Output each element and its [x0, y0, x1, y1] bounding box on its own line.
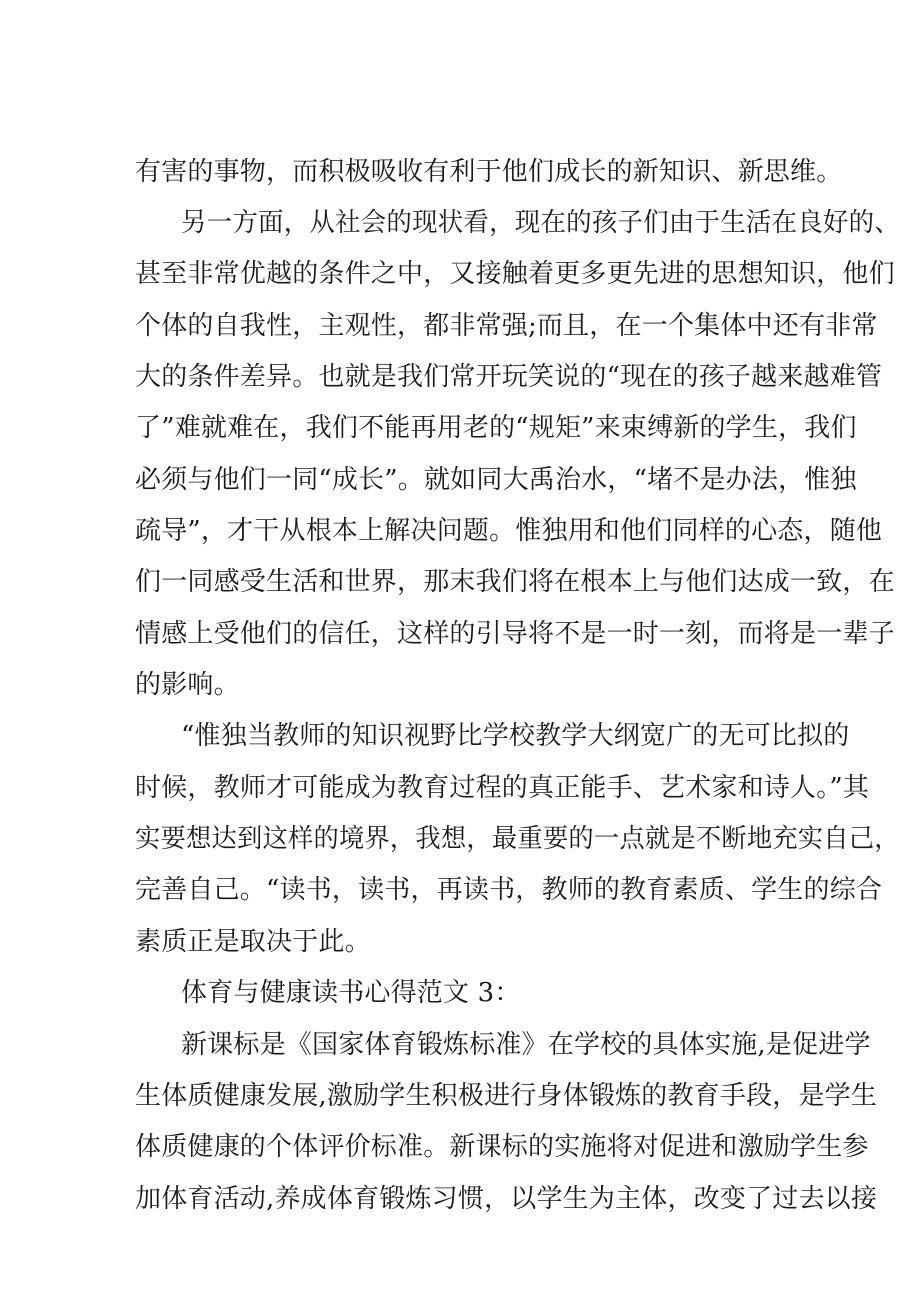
section-heading: 体育与健康读书心得范文 3： — [181, 978, 521, 1008]
text-line: “惟独当教师的知识视野比学校教学大纲宽广的无可比拟的 — [181, 721, 850, 751]
text-line: 个体的自我性，主观性，都非常强;而且，在一个集体中还有非常 — [135, 311, 878, 341]
text-line: 甚至非常优越的条件之中，又接触着更多更先进的思想知识，他们 — [135, 259, 895, 289]
text-line: 疏导”，才干从根本上解决问题。惟独用和他们同样的心态，随他 — [135, 516, 883, 546]
text-line: 素质正是取决于此。 — [135, 927, 371, 957]
text-line: 们一同感受生活和世界，那末我们将在根本上与他们达成一致，在 — [135, 567, 895, 597]
text-line: 的影响。 — [135, 670, 240, 700]
text-line: 实要想达到这样的境界，我想，最重要的一点就是不断地充实自己， — [135, 824, 900, 854]
text-line: 了”难就难在，我们不能再用老的“规矩”来束缚新的学生，我们 — [135, 413, 857, 443]
text-line: 新课标是《国家体育锻炼标准》在学校的具体实施,是促进学 — [181, 1030, 871, 1060]
text-line: 加体育活动,养成体育锻炼习惯，以学生为主体，改变了过去以接 — [135, 1184, 878, 1214]
text-line: 时候，教师才可能成为教育过程的真正能手、艺术家和诗人。”其 — [135, 773, 870, 803]
text-line: 完善自己。“读书，读书，再读书，教师的教育素质、学生的综合 — [135, 875, 883, 905]
text-line: 另一方面，从社会的现状看，现在的孩子们由于生活在良好的、 — [181, 208, 900, 238]
text-line: 情感上受他们的信任，这样的引导将不是一时一刻，而将是一辈子 — [135, 619, 895, 649]
text-line: 必须与他们一同“成长”。就如同大禹治水，“堵不是办法，惟独 — [135, 465, 857, 495]
text-line: 有害的事物，而积极吸收有利于他们成长的新知识、新思维。 — [135, 157, 843, 187]
text-line: 生体质健康发展,激励学生积极进行身体锻炼的教育手段，是学生 — [135, 1081, 878, 1111]
text-line: 体质健康的个体评价标准。新课标的实施将对促进和激励学生参 — [135, 1132, 869, 1162]
text-line: 大的条件差异。也就是我们常开玩笑说的“现在的孩子越来越难管 — [135, 362, 883, 392]
